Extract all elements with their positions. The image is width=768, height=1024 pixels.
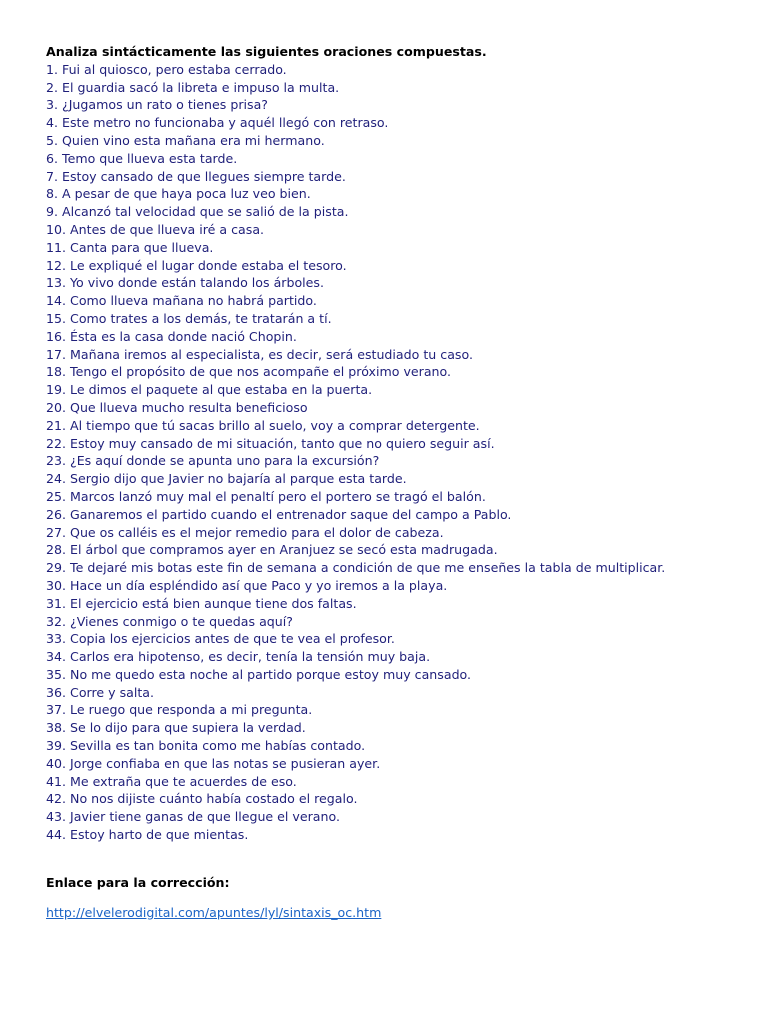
sentence-item: 25. Marcos lanzó muy mal el penaltí pero el portero se tragó el balón. — [46, 488, 486, 504]
sentence-item: 9. Alcanzó tal velocidad que se salió de la pista. — [46, 204, 349, 220]
sentence-item: 5. Quien vino esta mañana era mi hermano. — [46, 132, 325, 148]
sentence-item: 23. ¿Es aquí donde se apunta uno para la excursión? — [46, 453, 380, 469]
sentence-item: 34. Carlos era hipotenso, es decir, tenía la tensión muy baja. — [46, 649, 431, 665]
sentence-item: 20. Que llueva mucho resulta beneficioso — [46, 399, 308, 415]
sentence-item: 43. Javier tiene ganas de que llegue el verano. — [46, 809, 340, 825]
sentence-item: 17. Mañana iremos al especialista, es decir, será estudiado tu caso. — [46, 346, 473, 362]
sentence-item: 13. Yo vivo donde están talando los árboles. — [46, 275, 324, 291]
sentence-item: 44. Estoy harto de que mientas. — [46, 827, 249, 843]
sentence-item: 24. Sergio dijo que Javier no bajaría al parque esta tarde. — [46, 471, 407, 487]
sentence-item: 8. A pesar de que haya poca luz veo bien. — [46, 186, 311, 202]
sentence-item: 12. Le expliqué el lugar donde estaba el tesoro. — [46, 257, 347, 273]
sentence-item: 28. El árbol que compramos ayer en Aranjuez se secó esta madrugada. — [46, 542, 498, 558]
sentence-item: 35. No me quedo esta noche al partido porque estoy muy cansado. — [46, 666, 472, 682]
sentence-item: 10. Antes de que llueva iré a casa. — [46, 221, 265, 237]
sentence-item: 18. Tengo el propósito de que nos acompañe el próximo verano. — [46, 364, 452, 380]
sentence-item: 29. Te dejaré mis botas este fin de semana a condición de que me enseñes la tabla de multiplicar. — [46, 560, 666, 576]
sentence-item: 26. Ganaremos el partido cuando el entrenador saque del campo a Pablo. — [46, 506, 512, 522]
sentence-item: 40. Jorge confiaba en que las notas se pusieran ayer. — [46, 755, 381, 771]
sentence-item: 22. Estoy muy cansado de mi situación, tanto que no quiero seguir así. — [46, 435, 495, 451]
sentence-item: 14. Como llueva mañana no habrá partido. — [46, 293, 317, 309]
sentence-item: 38. Se lo dijo para que supiera la verdad. — [46, 720, 306, 736]
sentence-item: 1. Fui al quiosco, pero estaba cerrado. — [46, 61, 287, 77]
sentence-item: 27. Que os calléis es el mejor remedio para el dolor de cabeza. — [46, 524, 444, 540]
document-heading: Analiza sintácticamente las siguientes oraciones compuestas. — [46, 44, 487, 59]
sentence-item: 37. Le ruego que responda a mi pregunta. — [46, 702, 313, 718]
sentence-item: 3. ¿Jugamos un rato o tienes prisa? — [46, 97, 268, 113]
correction-link-label: Enlace para la corrección: — [46, 875, 230, 890]
sentence-item: 42. No nos dijiste cuánto había costado el regalo. — [46, 791, 358, 807]
sentence-item: 30. Hace un día espléndido así que Paco y yo iremos a la playa. — [46, 577, 448, 593]
sentence-item: 21. Al tiempo que tú sacas brillo al suelo, voy a comprar detergente. — [46, 417, 480, 433]
sentence-item: 32. ¿Vienes conmigo o te quedas aquí? — [46, 613, 293, 629]
sentence-item: 41. Me extraña que te acuerdes de eso. — [46, 773, 297, 789]
sentence-item: 19. Le dimos el paquete al que estaba en la puerta. — [46, 382, 373, 398]
sentence-item: 7. Estoy cansado de que llegues siempre tarde. — [46, 168, 346, 184]
document-page — [46, 43, 746, 844]
sentence-item: 31. El ejercicio está bien aunque tiene dos faltas. — [46, 595, 357, 611]
sentence-item: 4. Este metro no funcionaba y aquél llegó con retraso. — [46, 115, 389, 131]
sentence-list — [46, 61, 746, 844]
sentence-item: 33. Copia los ejercicios antes de que te vea el profesor. — [46, 631, 395, 647]
sentence-item: 16. Ésta es la casa donde nació Chopin. — [46, 328, 297, 344]
sentence-item: 36. Corre y salta. — [46, 684, 155, 700]
sentence-item: 39. Sevilla es tan bonita como me habías contado. — [46, 738, 366, 754]
sentence-item: 15. Como trates a los demás, te tratarán a tí. — [46, 310, 332, 326]
sentence-item: 2. El guardia sacó la libreta e impuso la multa. — [46, 79, 340, 95]
sentence-item: 6. Temo que llueva esta tarde. — [46, 150, 238, 166]
correction-link[interactable]: http://elvelerodigital.com/apuntes/lyl/sintaxis_oc.htm — [46, 905, 382, 920]
sentence-item: 11. Canta para que llueva. — [46, 239, 214, 255]
